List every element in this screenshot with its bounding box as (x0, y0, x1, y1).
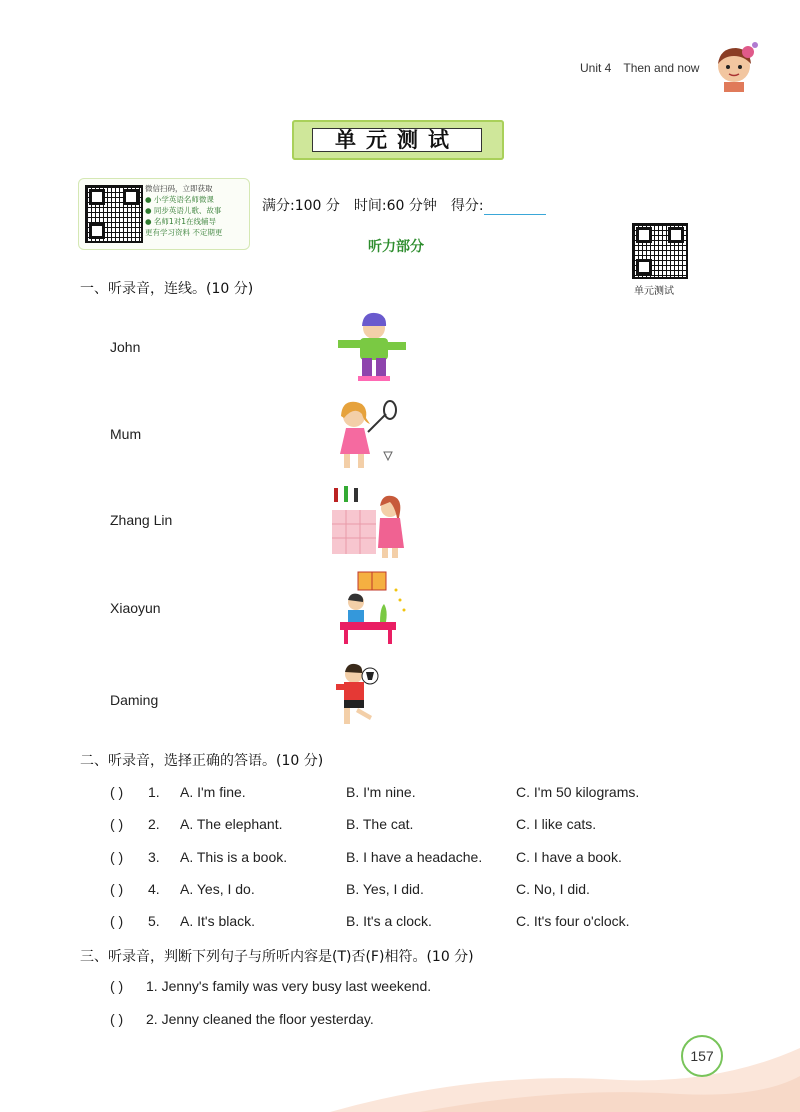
unit-number: Unit 4 (580, 61, 612, 75)
studying-boy-picture (330, 570, 410, 648)
statement-row (110, 978, 431, 994)
score-line (262, 195, 560, 215)
qr-code-label: 单元测试 (634, 286, 674, 297)
option-b: B. It's a clock. (346, 913, 432, 929)
match-name: Xiaoyun (110, 600, 161, 616)
qr-promo-line: ● 小学英语名师微课 (145, 195, 214, 204)
qr-promo-text (145, 183, 222, 238)
question-row (110, 784, 710, 804)
answer-blank[interactable]: ( ) (110, 816, 124, 832)
answer-blank[interactable]: ( ) (110, 1011, 124, 1027)
qr-promo-line: ● 名师1对1在线辅导 (145, 217, 216, 226)
qr-promo-line: 更有学习资料 不定期更 (145, 228, 223, 237)
question-number: 1. (148, 784, 160, 800)
option-b: B. The cat. (346, 816, 414, 832)
question-number: 4. (148, 881, 160, 897)
answer-blank[interactable]: ( ) (110, 849, 124, 865)
question-row (110, 816, 710, 836)
skating-boy-picture (330, 308, 410, 386)
answer-blank[interactable]: ( ) (110, 784, 124, 800)
statement-text: 2. Jenny cleaned the floor yesterday. (146, 1011, 374, 1027)
option-a: A. The elephant. (180, 816, 283, 832)
title-banner (292, 120, 504, 160)
option-c: C. No, I did. (516, 881, 590, 897)
match-name: John (110, 339, 141, 355)
question-row (110, 881, 710, 901)
time-limit: 时间:60 分钟 (353, 198, 437, 214)
option-a: A. I'm fine. (180, 784, 246, 800)
unit-header (580, 61, 699, 75)
full-score: 满分:100 分 (262, 198, 340, 214)
unit-title: Then and now (623, 61, 700, 75)
match-name: Daming (110, 692, 159, 708)
option-a: A. It's black. (180, 913, 256, 929)
football-boy-picture (330, 660, 410, 738)
cooking-mum-picture (330, 484, 410, 562)
section-1-title: 一、听录音，连线。(10 分) (80, 281, 254, 297)
statement-text: 1. Jenny's family was very busy last weekend. (146, 978, 432, 994)
answer-blank[interactable]: ( ) (110, 881, 124, 897)
page-number: 157 (681, 1035, 723, 1077)
score-blank[interactable] (484, 200, 546, 215)
qr-promo-line: ● 同步英语儿歌、故事 (145, 206, 222, 215)
option-c: C. I have a book. (516, 849, 622, 865)
option-c: C. It's four o'clock. (516, 913, 630, 929)
option-b: B. Yes, I did. (346, 881, 424, 897)
qr-code-icon[interactable] (632, 223, 688, 279)
listening-section-title: 听力部分 (368, 239, 424, 255)
option-b: B. I'm nine. (346, 784, 416, 800)
option-b: B. I have a headache. (346, 849, 483, 865)
page-title: 单元测试 (312, 128, 482, 152)
question-number: 5. (148, 913, 160, 929)
qr-code-icon[interactable] (85, 185, 143, 243)
option-a: A. Yes, I do. (180, 881, 255, 897)
badminton-girl-picture (330, 396, 410, 474)
question-number: 2. (148, 816, 160, 832)
section-2-title: 二、听录音，选择正确的答语。(10 分) (80, 753, 324, 769)
section-3-title: 三、听录音，判断下列句子与所听内容是(T)否(F)相符。(10 分) (80, 949, 474, 965)
option-c: C. I'm 50 kilograms. (516, 784, 640, 800)
option-a: A. This is a book. (180, 849, 288, 865)
statement-row (110, 1011, 374, 1027)
answer-blank[interactable]: ( ) (110, 978, 124, 994)
question-row (110, 913, 710, 933)
match-name: Zhang Lin (110, 512, 173, 528)
option-c: C. I like cats. (516, 816, 597, 832)
qr-promo-line: 微信扫码，立即获取 (145, 184, 213, 193)
question-number: 3. (148, 849, 160, 865)
page-corner-wave (0, 1040, 800, 1112)
question-row (110, 849, 710, 869)
mascot-illustration (710, 40, 760, 92)
match-name: Mum (110, 426, 142, 442)
qr-promo-card[interactable] (78, 178, 250, 250)
answer-blank[interactable]: ( ) (110, 913, 124, 929)
score-label: 得分: (450, 198, 484, 214)
